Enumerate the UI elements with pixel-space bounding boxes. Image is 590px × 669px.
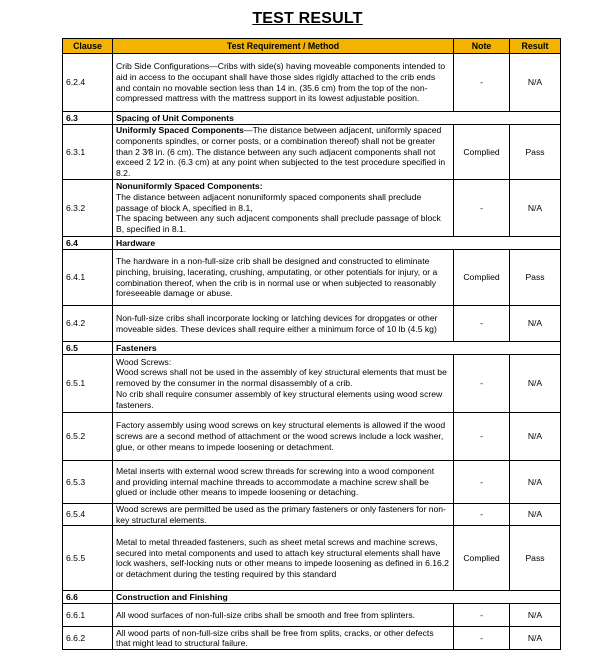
header-result: Result <box>510 39 561 54</box>
section-clause: 6.6 <box>63 591 113 604</box>
section-title: Hardware <box>113 237 561 250</box>
requirement-text: Crib Side Configurations—Cribs with side(s) having moveable components intended to aid in access to the occupant shall have those sides rigidly attached to the crib ends and contain no movable section less than 14 in. (35.6 cm) from the top of the non-compressed mattress with the mattress support in its lowest adjustable position. <box>116 61 446 104</box>
header-clause: Clause <box>63 39 113 54</box>
table-row <box>63 306 561 342</box>
requirement-cell <box>113 250 454 306</box>
requirement-text: All wood surfaces of non-full-size cribs shall be smooth and free from splinters. <box>116 610 416 621</box>
requirement-text: Metal to metal threaded fasteners, such as sheet metal screws and machine screws, secured into metal components and used to attach key structural elements shall have lock washers, self-locking nuts or other means to impede loosening as defined in 6.16.2 or detachment during the testing required by this standard <box>116 537 449 580</box>
clause-cell: 6.6.1 <box>63 604 113 627</box>
requirement-cell <box>113 504 454 526</box>
table-row <box>63 604 561 627</box>
header-requirement: Test Requirement / Method <box>113 39 454 54</box>
clause-cell: 6.5.3 <box>63 461 113 504</box>
note-cell: Complied <box>454 125 510 180</box>
requirement-heading: Uniformly Spaced Components <box>116 125 244 136</box>
clause-cell: 6.2.4 <box>63 54 113 112</box>
requirement-cell <box>113 54 454 112</box>
clause-cell: 6.3.1 <box>63 125 113 180</box>
clause-cell: 6.5.1 <box>63 355 113 413</box>
note-cell: - <box>454 54 510 112</box>
requirement-text: Factory assembly using wood screws on key structural elements is allowed if the wood screws are a second method of attachment or the wood screws include a lock washer, glue, or other means to impede loosening or detachment. <box>116 420 446 452</box>
requirement-text: glued or include other means to impede loosening or detaching. <box>116 487 359 498</box>
section-row <box>63 237 561 250</box>
note-cell: Complied <box>454 526 510 591</box>
table-header-row <box>63 39 561 54</box>
note-cell: - <box>454 306 510 342</box>
table-row <box>63 125 561 180</box>
requirement-text: Wood screws shall not be used in the assembly of key structural elements that must be removed by the consumer in the normal disassembly of a crib. <box>116 367 447 389</box>
requirement-text: Wood Screws: <box>116 356 172 367</box>
note-cell: - <box>454 627 510 650</box>
result-cell: N/A <box>510 413 561 461</box>
requirement-heading: Nonuniformly Spaced Components: <box>116 181 263 192</box>
table-row <box>63 627 561 650</box>
note-cell: - <box>454 355 510 413</box>
section-row <box>63 591 561 604</box>
header-note: Note <box>454 39 510 54</box>
clause-cell: 6.5.5 <box>63 526 113 591</box>
result-cell: Pass <box>510 125 561 180</box>
section-row <box>63 342 561 355</box>
clause-cell: 6.3.2 <box>63 180 113 237</box>
section-title: Fasteners <box>113 342 561 355</box>
requirement-text: No crib shall require consumer assembly of key structural elements using wood screw fasteners. <box>116 388 443 410</box>
result-cell: N/A <box>510 355 561 413</box>
section-row <box>63 112 561 125</box>
result-cell: N/A <box>510 54 561 112</box>
requirement-cell <box>113 355 454 413</box>
note-cell: Complied <box>454 250 510 306</box>
requirement-text: Metal inserts with external wood screw threads for screwing into a wood component and providing internal machine threads to accommodate a machine screw shall be <box>116 465 435 487</box>
requirement-cell <box>113 627 454 650</box>
clause-cell: 6.4.1 <box>63 250 113 306</box>
requirement-cell <box>113 526 454 591</box>
section-clause: 6.4 <box>63 237 113 250</box>
note-cell: - <box>454 604 510 627</box>
table-row <box>63 250 561 306</box>
result-cell: N/A <box>510 461 561 504</box>
note-cell: - <box>454 413 510 461</box>
note-cell: - <box>454 461 510 504</box>
note-cell: - <box>454 180 510 237</box>
result-cell: N/A <box>510 180 561 237</box>
note-cell: - <box>454 504 510 526</box>
requirement-cell <box>113 413 454 461</box>
table-row <box>63 355 561 413</box>
requirement-cell <box>113 604 454 627</box>
requirement-cell <box>113 180 454 237</box>
section-title: Spacing of Unit Components <box>113 112 561 125</box>
table-row <box>63 180 561 237</box>
requirement-cell <box>113 461 454 504</box>
table-row <box>63 54 561 112</box>
requirement-text: All wood parts of non-full-size cribs shall be free from splits, cracks, or other defects that might lead to structural failure. <box>116 627 434 649</box>
result-cell: Pass <box>510 250 561 306</box>
page-title: TEST RESULT <box>252 10 363 27</box>
clause-cell: 6.5.2 <box>63 413 113 461</box>
clause-cell: 6.4.2 <box>63 306 113 342</box>
result-cell: N/A <box>510 504 561 526</box>
test-result-table <box>62 38 561 650</box>
section-clause: 6.3 <box>63 112 113 125</box>
result-cell: N/A <box>510 627 561 650</box>
requirement-text: Wood screws are permitted be used as the primary fasteners or only fasteners for non-key structural elements. <box>116 504 446 525</box>
table-row <box>63 461 561 504</box>
result-cell: N/A <box>510 306 561 342</box>
table-row <box>63 504 561 526</box>
clause-cell: 6.5.4 <box>63 504 113 526</box>
result-cell: Pass <box>510 526 561 591</box>
requirement-text: The distance between adjacent nonuniformly spaced components shall preclude passage of block A, specified in 8.1, <box>116 191 422 213</box>
requirement-text: —The distance between adjacent, uniformly spaced components spindles, or corner posts, or a combination thereof) shall not be greater than 2 3⁄8 in. (6 cm). The distance between any such adjacent components shall not exceed 2 1⁄2 in. (6.3 cm) at any point when subjected to the test procedure specified in 8.2. <box>116 125 446 179</box>
requirement-text: Non-full-size cribs shall incorporate locking or latching devices for dropgates or other moveable sides. These devices shall require either a minimum force of 10 lb (4.5 kg) <box>116 312 438 334</box>
table-row <box>63 413 561 461</box>
clause-cell: 6.6.2 <box>63 627 113 650</box>
requirement-cell <box>113 125 454 180</box>
section-title: Construction and Finishing <box>113 591 561 604</box>
result-cell: N/A <box>510 604 561 627</box>
section-clause: 6.5 <box>63 342 113 355</box>
requirement-text: The hardware in a non-full-size crib shall be designed and constructed to eliminate pinching, bruising, lacerating, crushing, amputating, or other potentials for injury, or a <box>116 256 438 277</box>
table-row <box>63 526 561 591</box>
requirement-text: combination thereof, when the crib is in normal use or when subjected to reasonably foreseeable damage or abuse. <box>116 277 437 299</box>
requirement-text: The spacing between any such adjacent components shall preclude passage of block B, specified in 8.1. <box>116 213 441 235</box>
requirement-cell <box>113 306 454 342</box>
